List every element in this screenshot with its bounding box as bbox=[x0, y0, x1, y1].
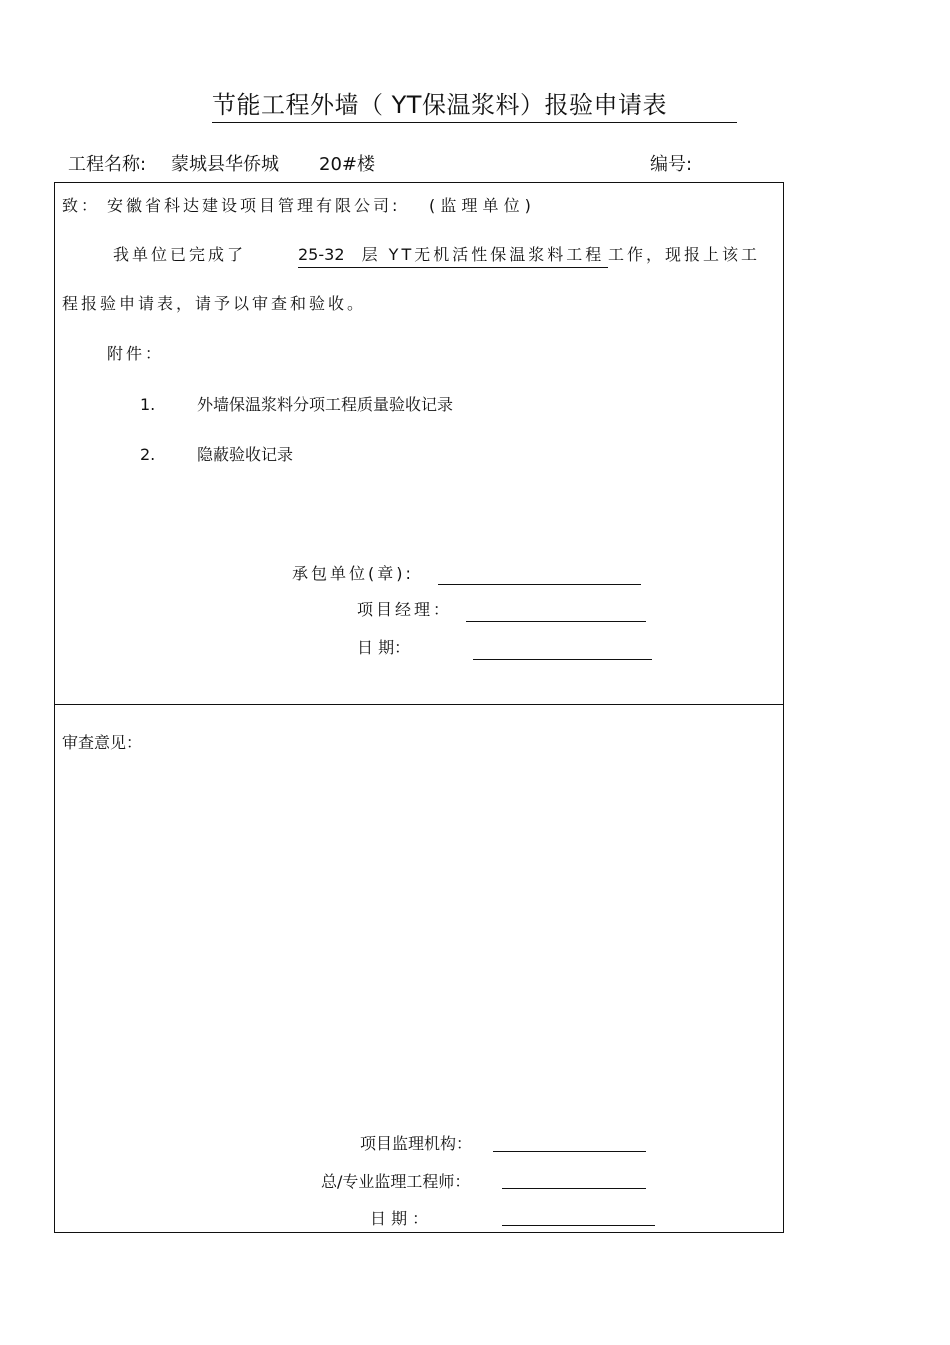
project-manager-label: 项目经理： bbox=[357, 600, 453, 619]
recipient-unit-note: ( 监 理 单 位 ) bbox=[429, 196, 531, 215]
attachments-label: 附件： bbox=[107, 344, 165, 363]
contractor-seal-line bbox=[438, 584, 641, 585]
project-manager-signature-line bbox=[466, 621, 646, 622]
supervising-engineer-signature-line bbox=[502, 1188, 646, 1189]
project-name-value: 蒙城县华侨城 bbox=[171, 154, 279, 175]
application-body-prefix: 我单位已完成了 bbox=[113, 245, 247, 264]
recipient-company: 安徽省科达建设项目管理有限公司: bbox=[107, 196, 401, 215]
attachment-2-title: 隐蔽验收记录 bbox=[197, 445, 294, 464]
application-date-line bbox=[473, 659, 652, 660]
completed-work-description: 层 YT无机活性保温浆料工程 bbox=[361, 245, 605, 264]
form-title: 节能工程外墙（ YT保温浆料）报验申请表 bbox=[212, 88, 737, 123]
review-date-line bbox=[502, 1225, 655, 1226]
application-date-label: 日 期： bbox=[357, 638, 411, 657]
contractor-seal-label: 承包单位(章): bbox=[292, 564, 414, 583]
form-number-label: 编号: bbox=[650, 154, 693, 175]
completed-floors: 25-32 bbox=[298, 245, 345, 264]
project-name-label: 工程名称: bbox=[68, 154, 147, 175]
review-date-label: 日 期 ： bbox=[370, 1209, 429, 1228]
application-form bbox=[54, 182, 784, 1233]
application-body-line2: 程报验申请表，请予以审查和验收。 bbox=[62, 294, 367, 313]
recipient-label: 致： bbox=[62, 196, 101, 215]
building-number: 20#楼 bbox=[319, 154, 375, 175]
application-body-suffix: 工作，现报上该工 bbox=[608, 245, 761, 264]
review-opinion-label: 审查意见： bbox=[62, 733, 143, 752]
supervising-engineer-label: 总/专业监理工程师： bbox=[321, 1172, 471, 1191]
supervision-org-line bbox=[493, 1151, 646, 1152]
completed-work-field bbox=[298, 244, 608, 268]
supervision-org-label: 项目监理机构： bbox=[360, 1134, 473, 1153]
section-divider bbox=[55, 704, 783, 705]
attachment-1-title: 外墙保温浆料分项工程质量验收记录 bbox=[197, 395, 454, 414]
attachment-1-number: 1. bbox=[140, 395, 156, 414]
attachment-2-number: 2. bbox=[140, 445, 156, 464]
